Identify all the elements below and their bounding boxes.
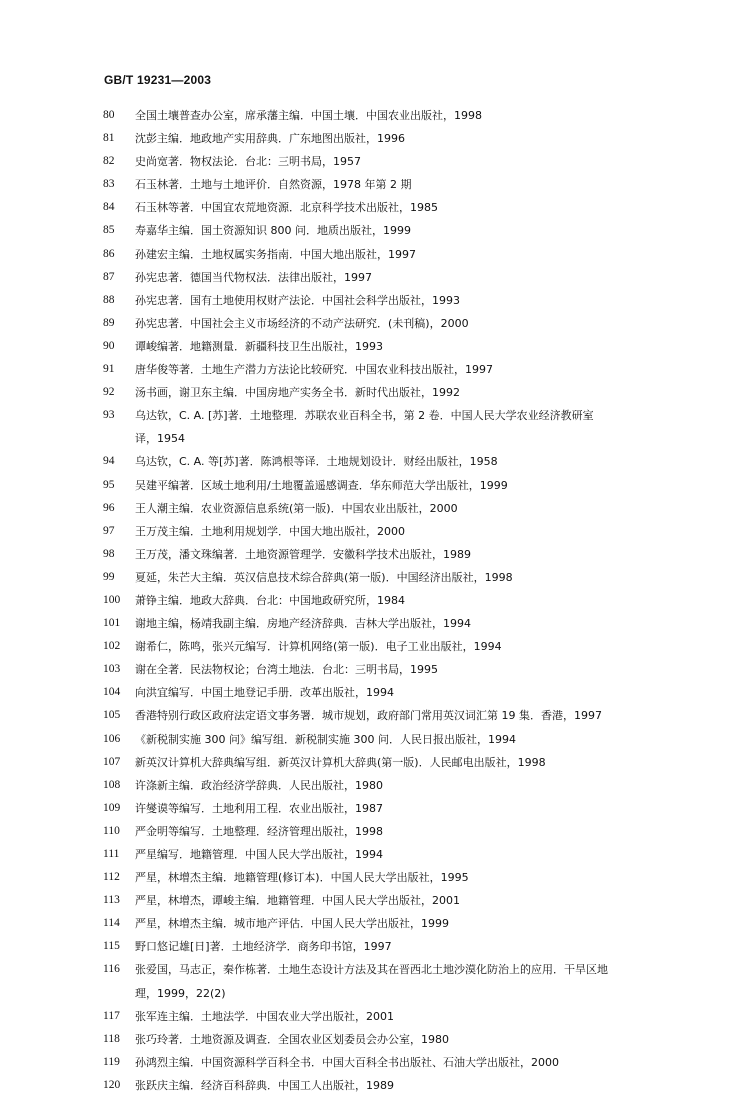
reference-entry [0,196,730,219]
reference-text [135,681,691,704]
reference-number: 82 [103,155,115,168]
reference-text [135,728,691,751]
reference-entry [0,566,730,589]
reference-entry [0,243,730,266]
reference-text [135,289,691,312]
reference-number: 112 [103,871,120,884]
reference-number: 85 [103,224,115,237]
reference-entry [0,219,730,242]
reference-entry [0,843,730,866]
reference-number: 91 [103,363,115,376]
reference-text-line: 沈彭主编．地政地产实用辞典．广东地图出版社，1996 [135,132,405,146]
reference-entry [0,520,730,543]
reference-text-line: 孙鸿烈主编．中国资源科学百科全书．中国大百科全书出版社、石油大学出版社，2000 [135,1055,559,1069]
reference-number: 116 [103,963,120,976]
reference-number: 114 [103,917,120,930]
reference-text-line: 石玉林等著．中国宜农荒地资源．北京科学技术出版社，1985 [135,201,438,215]
reference-text-line: 汤书画，谢卫东主编．中国房地产实务全书．新时代出版社，1992 [135,386,460,400]
reference-text [135,1051,691,1074]
reference-entry [0,1074,730,1097]
reference-text [135,1005,691,1028]
reference-entry [0,589,730,612]
reference-entry [0,866,730,889]
reference-entry [0,266,730,289]
reference-text-line: 《新税制实施 300 问》编写组．新税制实施 300 问．人民日报出版社，1994 [135,732,516,746]
reference-text [135,196,691,219]
reference-text [135,658,691,681]
reference-number: 102 [103,640,121,653]
reference-text-line: 谭峻编著．地籍测量．新疆科技卫生出版社，1993 [135,339,383,353]
reference-text-line: 香港特别行政区政府法定语文事务署．城市规划，政府部门常用英汉词汇第 19 集．香港，1997 [135,709,602,723]
reference-number: 110 [103,824,120,837]
reference-entry [0,289,730,312]
reference-text-line: 谢地主编，杨靖我副主编．房地产经济辞典．吉林大学出版社，1994 [135,617,471,631]
reference-entry [0,704,730,727]
reference-number: 88 [103,293,115,306]
reference-text-line: 孙宪忠著．国有土地使用权财产法论．中国社会科学出版社，1993 [135,293,460,307]
reference-text [135,1074,691,1097]
reference-text-line: 谢希仁，陈鸣，张兴元编写．计算机网络(第一版)．电子工业出版社，1994 [135,640,502,654]
reference-number: 99 [103,570,115,583]
reference-number: 95 [103,478,115,491]
reference-text-line: 吴建平编著．区域土地利用/土地覆盖遥感调查．华东师范大学出版社，1999 [135,478,508,492]
reference-text-line: 张跃庆主编．经济百科辞典．中国工人出版社，1989 [135,1078,394,1092]
reference-number: 90 [103,339,115,352]
reference-text-line: 张爱国，马志正，秦作栋著．土地生态设计方法及其在晋西北土地沙漠化防治上的应用．干旱区地 [135,963,608,977]
reference-number: 115 [103,940,120,953]
reference-number: 109 [103,801,121,814]
reference-number: 84 [103,201,115,214]
reference-text-line: 严星，林增杰主编．城市地产评估．中国人民大学出版社，1999 [135,917,449,931]
reference-number: 94 [103,455,115,468]
reference-text-line: 孙宪忠著．中国社会主义市场经济的不动产法研究．(未刊稿)，2000 [135,316,469,330]
reference-entry [0,358,730,381]
reference-number: 104 [103,686,121,699]
reference-entry [0,150,730,173]
reference-number: 93 [103,409,115,422]
reference-number: 101 [103,617,121,630]
reference-text [135,219,691,242]
reference-text-line: 严星，林增杰，谭峻主编．地籍管理．中国人民大学出版社，2001 [135,894,460,908]
reference-text-line: 王万茂主编．土地利用规划学．中国大地出版社，2000 [135,524,405,538]
reference-text [135,312,691,335]
reference-entry [0,774,730,797]
reference-number: 92 [103,386,115,399]
reference-text-line: 乌达钦，C. A. 等[苏]著．陈鸿根等译．土地规划设计．财经出版社，1958 [135,455,498,469]
reference-number: 89 [103,316,115,329]
reference-text [135,635,691,658]
reference-text-line: 严星，林增杰主编．地籍管理(修订本)．中国人民大学出版社，1995 [135,871,469,885]
reference-number: 100 [103,593,121,606]
reference-text-line: 许涤新主编．政治经济学辞典．人民出版社，1980 [135,778,383,792]
reference-entry [0,728,730,751]
reference-text-line: 新英汉计算机大辞典编写组．新英汉计算机大辞典(第一版)．人民邮电出版社，1998 [135,755,546,769]
reference-number: 107 [103,755,121,768]
reference-text-line: 张巧玲著．土地资源及调查．全国农业区划委员会办公室，1980 [135,1032,449,1046]
reference-entry [0,958,730,1004]
reference-text [135,935,691,958]
reference-text [135,520,691,543]
reference-text [135,843,691,866]
reference-text [135,912,691,935]
reference-text-line: 许燮谟等编写．土地利用工程．农业出版社，1987 [135,801,383,815]
reference-text [135,797,691,820]
reference-text-line: 王人潮主编．农业资源信息系统(第一版)．中国农业出版社，2000 [135,501,458,515]
reference-number: 96 [103,501,115,514]
reference-entry [0,173,730,196]
reference-text [135,751,691,774]
reference-entry [0,104,730,127]
reference-number: 80 [103,109,115,121]
reference-text [135,335,691,358]
reference-entry [0,404,730,450]
reference-text-line: 石玉林著．土地与土地评价．自然资源，1978 年第 2 期 [135,178,412,192]
reference-text-line: 理，1999，22(2) [135,986,226,1000]
reference-number: 106 [103,732,121,745]
reference-text-line: 野口悠记雄[日]著．土地经济学．商务印书馆，1997 [135,940,392,954]
reference-entry [0,335,730,358]
reference-text [135,543,691,566]
reference-entry [0,912,730,935]
reference-number: 108 [103,778,121,791]
reference-number: 105 [103,709,121,722]
reference-text [135,243,691,266]
reference-text-line: 译，1954 [135,432,185,446]
reference-text [135,497,691,520]
reference-text [135,612,691,635]
reference-number: 81 [103,132,115,145]
reference-text [135,127,691,150]
reference-number: 86 [103,247,115,260]
reference-entry [0,381,730,404]
reference-entry [0,127,730,150]
reference-list [0,104,730,1097]
reference-number: 103 [103,663,121,676]
reference-entry [0,681,730,704]
reference-text [135,404,691,450]
reference-text [135,958,691,1004]
reference-text-line: 谢在全著．民法物权论；台湾土地法．台北：三明书局，1995 [135,663,438,677]
reference-text-line: 王万茂，潘文珠编著．土地资源管理学．安徽科学技术出版社，1989 [135,547,471,561]
reference-entry [0,635,730,658]
reference-text-line: 寿嘉华主编．国土资源知识 800 问．地质出版社，1999 [135,224,411,238]
reference-text [135,104,691,127]
reference-text [135,150,691,173]
reference-entry [0,797,730,820]
reference-entry [0,1028,730,1051]
reference-text-line: 孙建宏主编．土地权属实务指南．中国大地出版社，1997 [135,247,416,261]
reference-text [135,774,691,797]
reference-entry [0,450,730,473]
reference-entry [0,889,730,912]
reference-number: 98 [103,547,115,560]
reference-text-line: 孙宪忠著．德国当代物权法．法律出版社，1997 [135,270,372,284]
reference-text [135,820,691,843]
reference-text-line: 夏延，朱芒大主编．英汉信息技术综合辞典(第一版)．中国经济出版社，1998 [135,570,513,584]
reference-entry [0,612,730,635]
reference-number: 83 [103,178,115,191]
reference-entry [0,543,730,566]
reference-number: 119 [103,1055,120,1068]
reference-text [135,589,691,612]
reference-text-line: 乌达钦，C. A. [苏]著．土地整理．苏联农业百科全书，第 2 卷．中国人民大学农业经济教研室 [135,409,594,423]
reference-text [135,266,691,289]
reference-text [135,566,691,589]
reference-entry [0,312,730,335]
reference-entry [0,935,730,958]
reference-number: 117 [103,1009,120,1022]
reference-text [135,474,691,497]
reference-number: 87 [103,270,115,283]
reference-number: 111 [103,848,120,860]
reference-text-line: 史尚宽著．物权法论．台北：三明书局，1957 [135,155,361,169]
reference-text-line: 张军连主编．土地法学．中国农业大学出版社，2001 [135,1009,394,1023]
reference-text-line: 严金明等编写．土地整理．经济管理出版社，1998 [135,824,383,838]
reference-entry [0,751,730,774]
reference-entry [0,497,730,520]
reference-number: 97 [103,524,115,537]
reference-text-line: 萧铮主编．地政大辞典．台北：中国地政研究所，1984 [135,593,405,607]
reference-entry [0,1051,730,1074]
reference-text [135,889,691,912]
reference-text [135,173,691,196]
reference-number: 118 [103,1032,120,1045]
reference-text [135,450,691,473]
reference-text-line: 唐华俊等著．土地生产潜力方法论比较研究．中国农业科技出版社，1997 [135,363,493,377]
standard-code-header: GB/T 19231—2003 [104,73,212,87]
reference-number: 120 [103,1078,121,1091]
reference-text [135,866,691,889]
reference-entry [0,658,730,681]
reference-entry [0,1005,730,1028]
reference-text [135,381,691,404]
reference-text-line: 向洪宜编写．中国土地登记手册．改革出版社，1994 [135,686,394,700]
reference-text-line: 全国土壤普查办公室，席承藩主编．中国土壤．中国农业出版社，1998 [135,109,482,122]
reference-text [135,358,691,381]
reference-number: 113 [103,894,120,907]
reference-entry [0,474,730,497]
reference-entry [0,820,730,843]
reference-text [135,1028,691,1051]
reference-text-line: 严星编写．地籍管理．中国人民大学出版社，1994 [135,848,383,861]
reference-text [135,704,691,727]
